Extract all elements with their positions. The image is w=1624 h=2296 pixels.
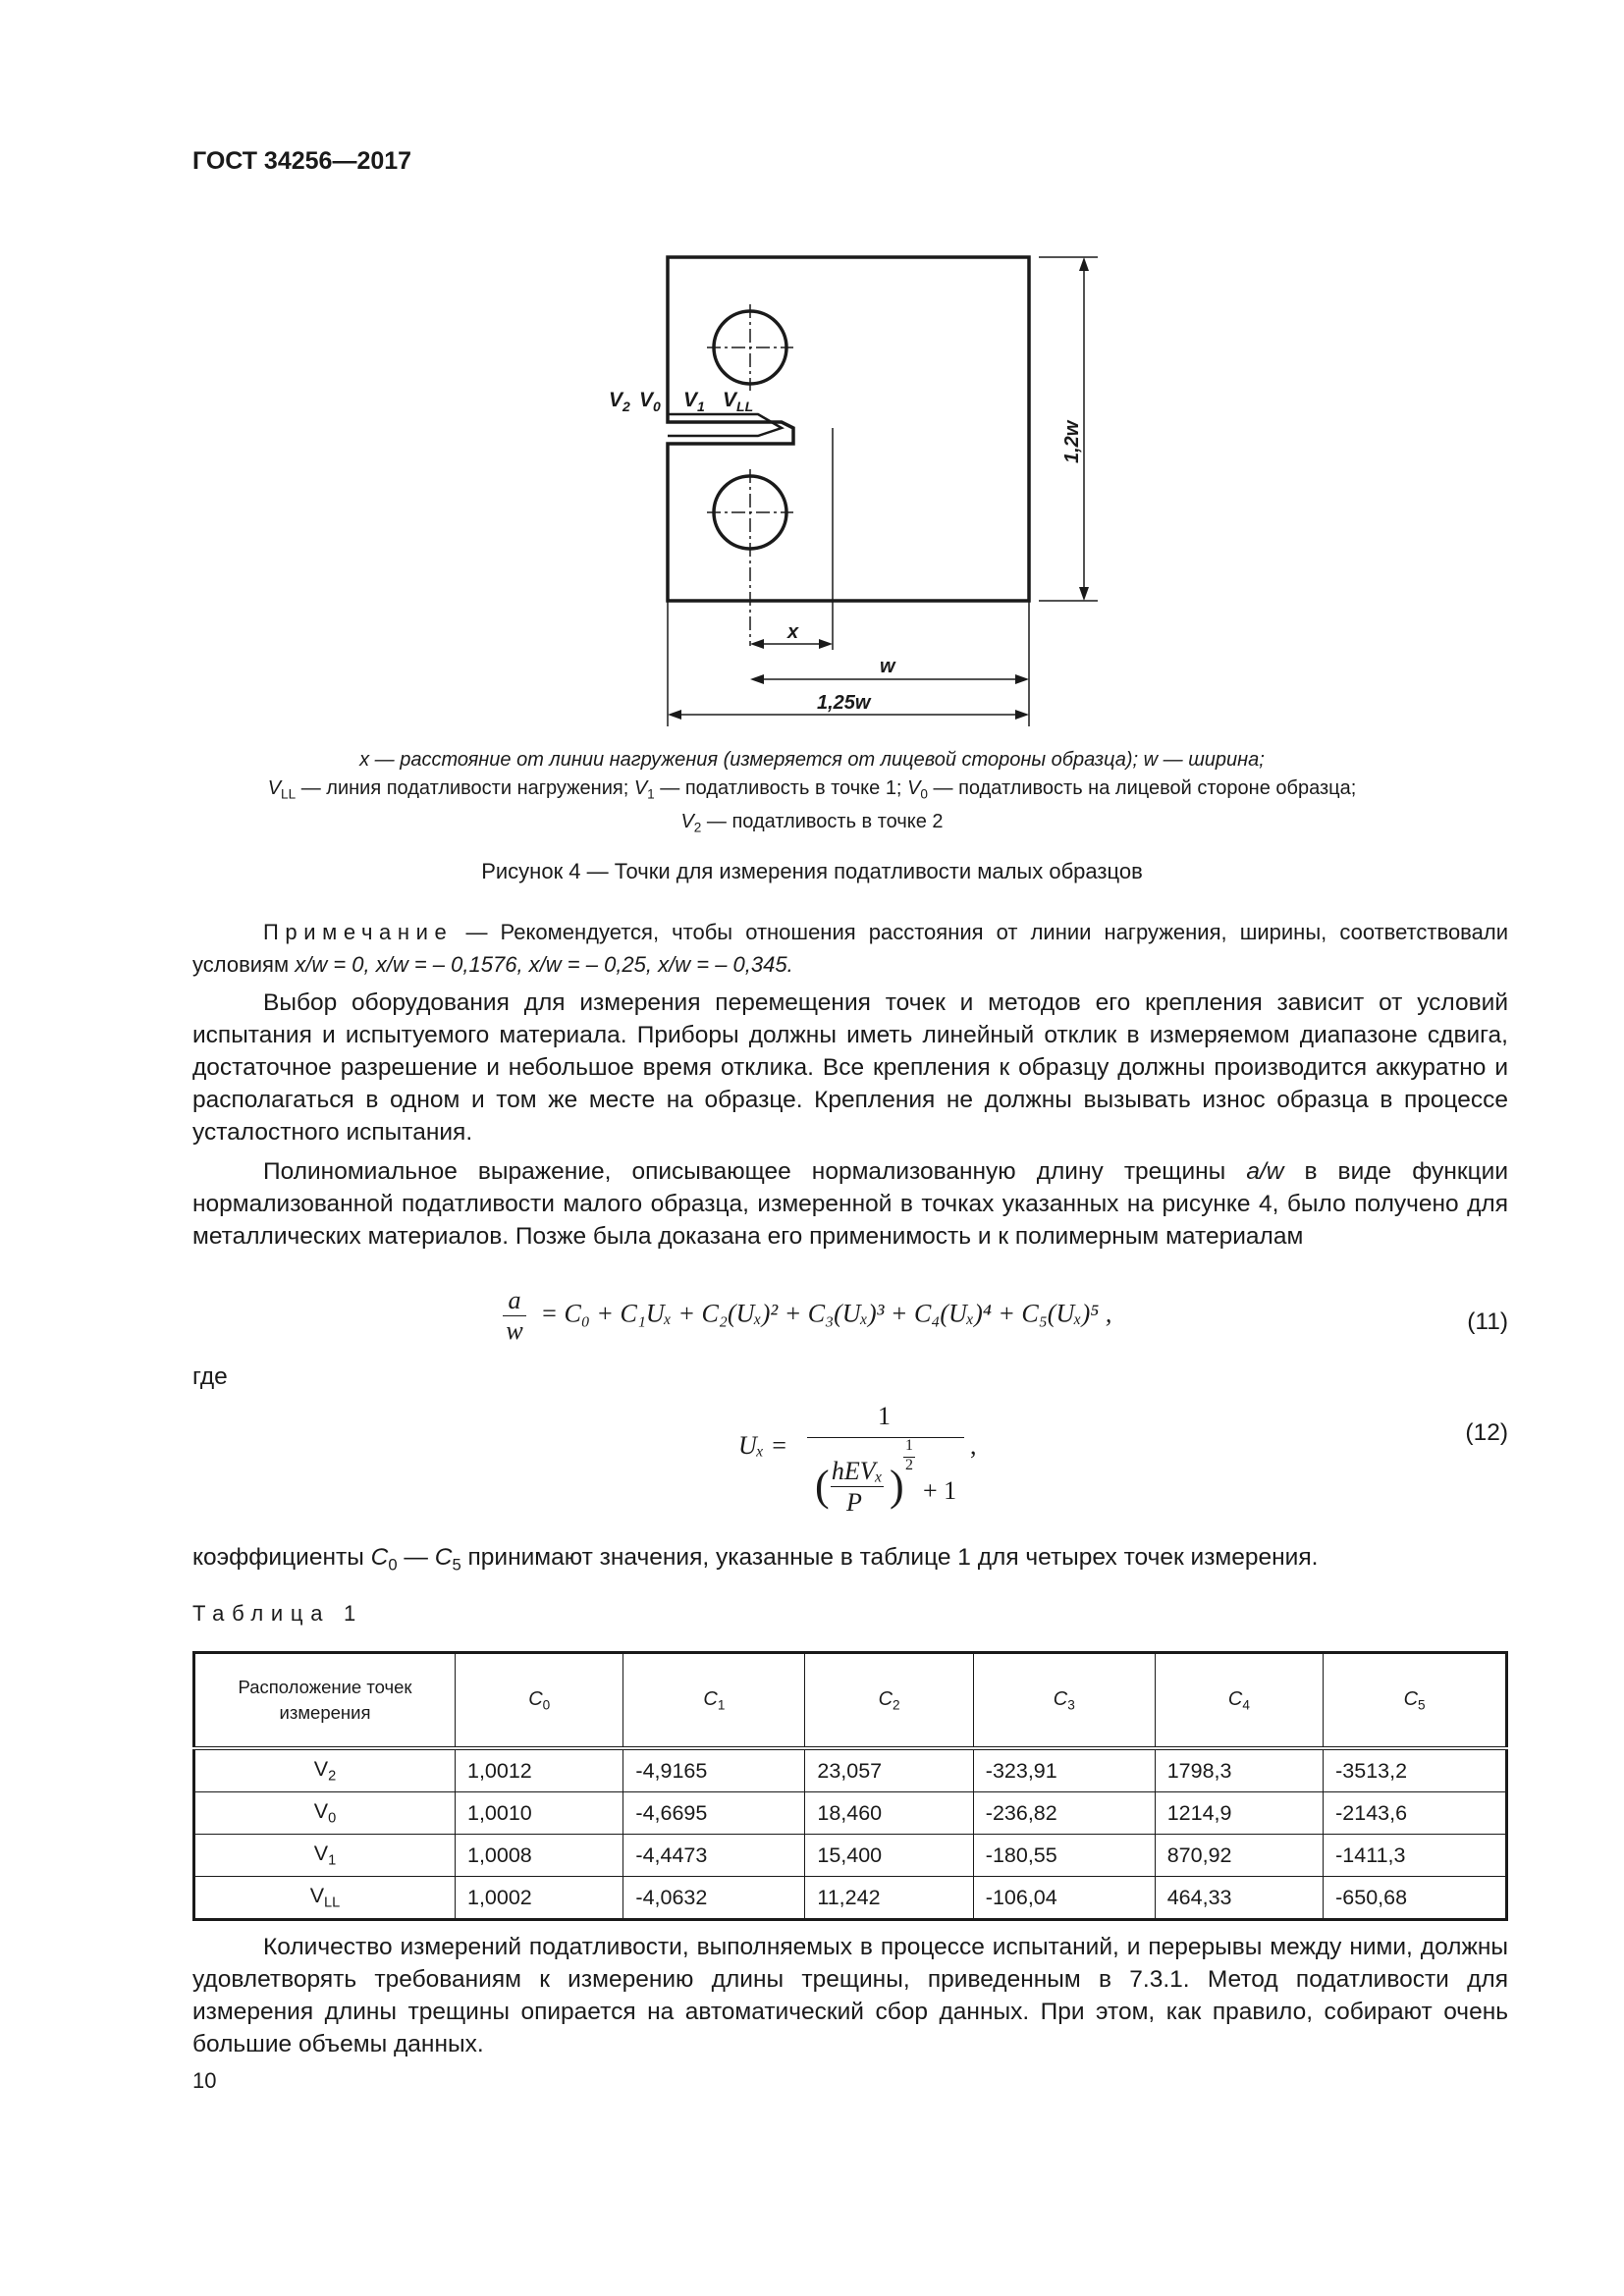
- value-cell: 1,0010: [456, 1792, 623, 1835]
- dim-height: 1,2w: [1061, 420, 1083, 463]
- dim-width: 1,25w: [817, 692, 871, 714]
- legend-line-3: $V_2$ — податливость в точке 2: [680, 811, 944, 835]
- header-c0: $C_0$: [456, 1653, 623, 1749]
- paragraph-equipment: Выбор оборудования для измерения перемещения точек и методов его крепления зависит от условий испытания и испытуемого материала. Приборы должны иметь линейный отклик в измеряемом диапазоне сдвига, достаточное разрешение и небольшое время отклика. Все крепления к образцу должны производится аккуратно и располагаться в одном и том же месте на образце. Крепления не должны вызывать износ образца в процессе усталостного испытания.: [192, 989, 1508, 1146]
- table-title: Таблица 1: [192, 1601, 363, 1626]
- value-cell: -4,0632: [623, 1877, 805, 1920]
- table-row: [194, 1835, 1507, 1877]
- equation-11-number: (11): [1467, 1308, 1508, 1335]
- figure-caption: Рисунок 4 — Точки для измерения податливости малых образцов: [481, 859, 1143, 883]
- value-cell: 11,242: [805, 1877, 973, 1920]
- value-cell: -3513,2: [1324, 1748, 1507, 1792]
- header-c2: $C_2$: [805, 1653, 973, 1749]
- header-c1: $C_1$: [623, 1653, 805, 1749]
- value-cell: -106,04: [973, 1877, 1155, 1920]
- paragraph-polynomial: Полиномиальное выражение, описывающее нормализованную длину трещины a/w в виде функции нормализованной податливости малого образца, измеренной в точках указанных на рисунке 4, было получено для металлических материалов. Позже была доказана его применимость и к полимерным материалам: [192, 1158, 1508, 1250]
- value-cell: -236,82: [973, 1792, 1155, 1835]
- equation-11: $\frac{a}{w}$ = C₀ + C₁Uₓ + C₂(Uₓ)² + C₃(Uₓ)³ + C₄(Uₓ)⁴ + C₅(Uₓ)⁵ ,: [503, 1286, 1111, 1346]
- value-cell: 464,33: [1155, 1877, 1323, 1920]
- value-cell: -4,6695: [623, 1792, 805, 1835]
- paragraph-measurements: Количество измерений податливости, выполняемых в процессе испытаний, и перерывы между ними, должны удовлетворять требованиям к измерению длины трещины, приведенным в 7.3.1. Метод податливости для измерения длины трещины опирается на автоматический сбор данных. При этом, как правило, собирают очень большие объемы данных.: [192, 1934, 1508, 2057]
- equation-12-number: (12): [1465, 1419, 1508, 1446]
- point-cell: $V_2$: [194, 1748, 456, 1792]
- value-cell: 1798,3: [1155, 1748, 1323, 1792]
- document-header: ГОСТ 34256—2017: [192, 147, 412, 175]
- value-cell: 1,0002: [456, 1877, 623, 1920]
- label-vll: $V_{LL}$: [723, 389, 754, 414]
- legend-line-1: x — расстояние от линии нагружения (измеряется от лицевой стороны образца); w — ширина;: [359, 749, 1265, 771]
- dim-x: x: [787, 621, 799, 643]
- label-v2: $V_2$: [609, 389, 630, 414]
- where-label: где: [192, 1363, 228, 1390]
- point-cell: $V_1$: [194, 1835, 456, 1877]
- table-header-row: [194, 1653, 1507, 1749]
- table-row: [194, 1748, 1507, 1792]
- equation-12: Uₓ = 1 ( hEVₓ P ) 1 2 + 1 ,: [738, 1402, 977, 1517]
- value-cell: -180,55: [973, 1835, 1155, 1877]
- label-v0: $V_0$: [639, 389, 661, 414]
- value-cell: 18,460: [805, 1792, 973, 1835]
- value-cell: 1214,9: [1155, 1792, 1323, 1835]
- value-cell: 870,92: [1155, 1835, 1323, 1877]
- label-v1: $V_1$: [683, 389, 705, 414]
- value-cell: -323,91: [973, 1748, 1155, 1792]
- header-c4: $C_4$: [1155, 1653, 1323, 1749]
- value-cell: 23,057: [805, 1748, 973, 1792]
- point-cell: $V_0$: [194, 1792, 456, 1835]
- coefficients-line: коэффициенты $C_0$ — $C_5$ принимают значения, указанные в таблице 1 для четырех точек измерения.: [192, 1544, 1319, 1575]
- header-point-location: Расположение точек измерения: [194, 1653, 456, 1749]
- table-row: [194, 1877, 1507, 1920]
- point-cell: $V_{LL}$: [194, 1877, 456, 1920]
- legend-line-2: $V_{LL}$ — линия податливости нагружения; $V_1$ — податливость в точке 1; $V_0$ — податливость на лицевой стороне образца;: [267, 777, 1357, 802]
- value-cell: -4,4473: [623, 1835, 805, 1877]
- specimen-outline: [668, 257, 1029, 601]
- value-cell: -4,9165: [623, 1748, 805, 1792]
- note-label: Примечание: [263, 920, 454, 944]
- figure-legend: [147, 746, 1477, 842]
- header-c5: $C_5$: [1324, 1653, 1507, 1749]
- value-cell: 1,0012: [456, 1748, 623, 1792]
- dim-w: w: [880, 656, 895, 677]
- table-row: [194, 1792, 1507, 1835]
- value-cell: -2143,6: [1324, 1792, 1507, 1835]
- specimen-figure: [585, 236, 1115, 736]
- value-cell: 15,400: [805, 1835, 973, 1877]
- header-c3: $C_3$: [973, 1653, 1155, 1749]
- coefficients-table: [192, 1651, 1508, 1921]
- value-cell: -1411,3: [1324, 1835, 1507, 1877]
- page-number: 10: [192, 2068, 217, 2093]
- note-paragraph: Примечание — Рекомендуется, чтобы отношения расстояния от линии нагружения, ширины, соответствовали условиям x/w = 0, x/w = – 0,1576, x/w = – 0,25, x/w = – 0,345.: [192, 920, 1508, 977]
- value-cell: 1,0008: [456, 1835, 623, 1877]
- value-cell: -650,68: [1324, 1877, 1507, 1920]
